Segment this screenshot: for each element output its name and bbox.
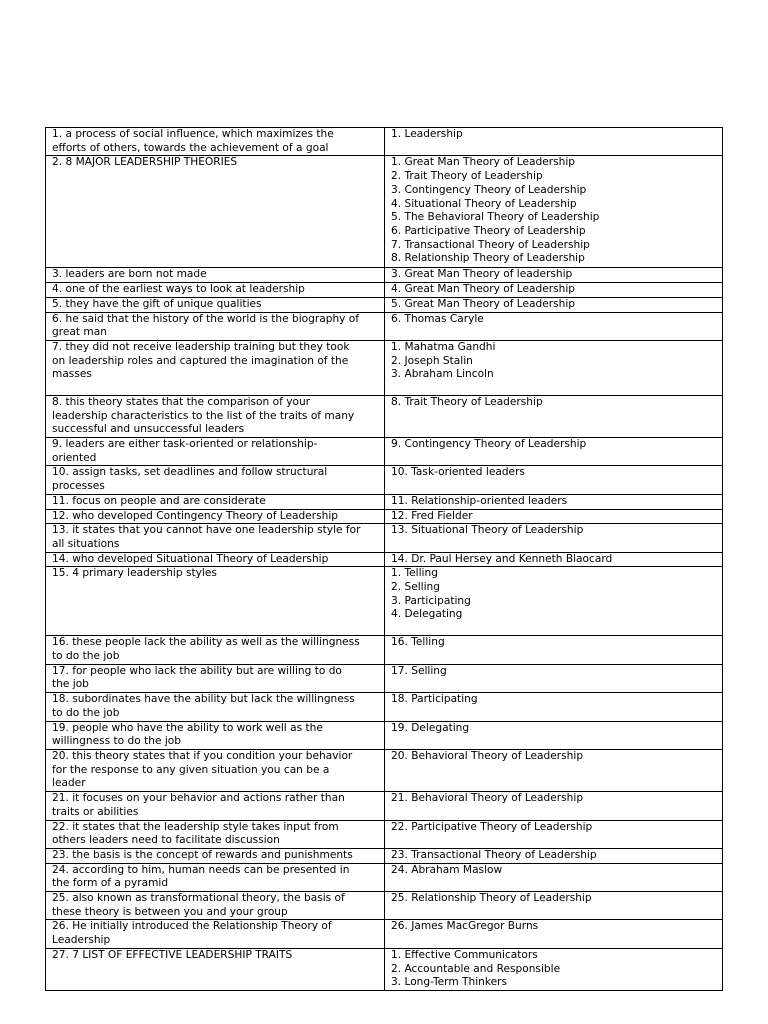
answer-cell bbox=[385, 524, 723, 552]
question-text: 1. a process of social influence, which maximizes the bbox=[52, 128, 334, 140]
question-cell bbox=[46, 863, 385, 891]
table-row bbox=[46, 792, 723, 820]
question-text: great man bbox=[52, 326, 107, 339]
table-row bbox=[46, 297, 723, 312]
answer-cell bbox=[385, 693, 723, 721]
answer-text: 1. Leadership bbox=[391, 128, 463, 140]
question-text: these theory is between you and your group bbox=[52, 905, 288, 918]
question-text: 21. it focuses on your behavior and actions rather than bbox=[52, 792, 345, 805]
answer-text: 5. Great Man Theory of Leadership bbox=[391, 297, 576, 310]
answer-text: 3. Abraham Lincoln bbox=[391, 368, 494, 381]
question-text: leader bbox=[52, 777, 86, 790]
question-cell bbox=[46, 438, 385, 466]
question-cell bbox=[46, 524, 385, 552]
answer-cell bbox=[385, 636, 723, 664]
question-cell bbox=[46, 920, 385, 948]
question-text: 5. they have the gift of unique qualities bbox=[52, 297, 262, 310]
answer-text: 21. Behavioral Theory of Leadership bbox=[391, 792, 584, 805]
question-cell bbox=[46, 340, 385, 395]
table-row bbox=[46, 438, 723, 466]
answer-text: 9. Contingency Theory of Leadership bbox=[391, 438, 587, 451]
question-cell bbox=[46, 948, 385, 990]
question-text: others leaders need to facilitate discussion bbox=[52, 834, 280, 847]
answer-cell bbox=[385, 128, 723, 156]
answer-text: 4. Delegating bbox=[391, 608, 463, 621]
table-row bbox=[46, 693, 723, 721]
answer-text: 19. Delegating bbox=[391, 721, 470, 734]
question-text: to do the job bbox=[52, 650, 120, 663]
answer-text: 26. James MacGregor Burns bbox=[391, 920, 539, 933]
answer-text: 6. Participative Theory of Leadership bbox=[391, 224, 586, 237]
question-text: efforts of others, towards the achievement of a goal bbox=[52, 141, 329, 154]
answer-cell bbox=[385, 312, 723, 340]
answer-text: 5. The Behavioral Theory of Leadership bbox=[391, 211, 600, 224]
question-text: 15. 4 primary leadership styles bbox=[52, 567, 217, 580]
answer-text: 10. Task-oriented leaders bbox=[391, 466, 525, 479]
answer-text: 1. Great Man Theory of Leadership bbox=[391, 156, 576, 169]
table-row bbox=[46, 509, 723, 524]
answer-text: 1. Telling bbox=[391, 567, 438, 580]
answer-text: 2. Joseph Stalin bbox=[391, 354, 473, 367]
answer-cell bbox=[385, 283, 723, 298]
question-cell bbox=[46, 283, 385, 298]
answer-text: 16. Telling bbox=[391, 636, 445, 649]
table-row bbox=[46, 283, 723, 298]
question-text: 3. leaders are born not made bbox=[52, 268, 207, 281]
table-row bbox=[46, 892, 723, 920]
question-text: willingness to do the job bbox=[52, 735, 181, 748]
table-row bbox=[46, 636, 723, 664]
leadership-qa-table bbox=[45, 127, 723, 991]
table-row bbox=[46, 312, 723, 340]
table-row bbox=[46, 524, 723, 552]
table-row bbox=[46, 552, 723, 567]
question-cell bbox=[46, 552, 385, 567]
question-text: the form of a pyramid bbox=[52, 877, 169, 890]
answer-text: 3. Long-Term Thinkers bbox=[391, 976, 507, 989]
table-row bbox=[46, 920, 723, 948]
answer-text: 1. Effective Communicators bbox=[391, 948, 538, 961]
answer-text: 17. Selling bbox=[391, 664, 447, 677]
qa-table-body bbox=[46, 128, 723, 991]
question-text: 17. for people who lack the ability but are willing to do bbox=[52, 664, 342, 677]
answer-text: 23. Transactional Theory of Leadership bbox=[391, 848, 597, 861]
answer-cell bbox=[385, 892, 723, 920]
question-text: 25. also known as transformational theory, the basis of bbox=[52, 892, 345, 905]
answer-cell bbox=[385, 848, 723, 863]
table-row bbox=[46, 820, 723, 848]
answer-cell bbox=[385, 552, 723, 567]
question-text: 11. focus on people and are considerate bbox=[52, 494, 266, 507]
table-row bbox=[46, 567, 723, 636]
question-text: 7. they did not receive leadership training but they took bbox=[52, 340, 350, 353]
answer-text: 13. Situational Theory of Leadership bbox=[391, 524, 584, 537]
answer-text: 11. Relationship-oriented leaders bbox=[391, 494, 568, 507]
question-text: on leadership roles and captured the imagination of the bbox=[52, 354, 349, 367]
table-row bbox=[46, 721, 723, 749]
question-text: 26. He initially introduced the Relationship Theory of bbox=[52, 920, 332, 933]
answer-text: 4. Great Man Theory of Leadership bbox=[391, 283, 576, 296]
question-cell bbox=[46, 664, 385, 692]
table-row bbox=[46, 664, 723, 692]
question-text: 2. 8 MAJOR LEADERSHIP THEORIES bbox=[52, 156, 238, 169]
answer-text: 22. Participative Theory of Leadership bbox=[391, 820, 593, 833]
question-cell bbox=[46, 749, 385, 791]
question-cell bbox=[46, 312, 385, 340]
answer-cell bbox=[385, 509, 723, 524]
answer-text: 1. Mahatma Gandhi bbox=[391, 340, 496, 353]
answer-text: 14. Dr. Paul Hersey and Kenneth Blaocard bbox=[391, 552, 613, 565]
question-text: 13. it states that you cannot have one leadership style for bbox=[52, 524, 361, 537]
question-text: all situations bbox=[52, 537, 120, 550]
question-cell bbox=[46, 848, 385, 863]
table-row bbox=[46, 395, 723, 437]
question-text: 23. the basis is the concept of rewards and punishments bbox=[52, 848, 353, 861]
answer-text: 7. Transactional Theory of Leadership bbox=[391, 238, 590, 251]
question-text: 9. leaders are either task-oriented or relationship- bbox=[52, 438, 318, 451]
answer-text: 2. Accountable and Responsible bbox=[391, 962, 561, 975]
answer-text: 25. Relationship Theory of Leadership bbox=[391, 892, 592, 905]
question-text: 8. this theory states that the comparison of your bbox=[52, 395, 311, 408]
answer-cell bbox=[385, 721, 723, 749]
answer-text: 12. Fred Fielder bbox=[391, 509, 473, 522]
table-row bbox=[46, 156, 723, 268]
answer-cell bbox=[385, 297, 723, 312]
answer-cell bbox=[385, 792, 723, 820]
table-row bbox=[46, 848, 723, 863]
answer-text: 20. Behavioral Theory of Leadership bbox=[391, 749, 584, 762]
question-text: 14. who developed Situational Theory of Leadership bbox=[52, 552, 329, 565]
question-text: processes bbox=[52, 480, 105, 493]
answer-cell bbox=[385, 395, 723, 437]
answer-cell bbox=[385, 466, 723, 494]
question-cell bbox=[46, 466, 385, 494]
answer-text: 4. Situational Theory of Leadership bbox=[391, 197, 577, 210]
table-row bbox=[46, 466, 723, 494]
answer-text: 3. Great Man Theory of leadership bbox=[391, 268, 573, 281]
answer-cell bbox=[385, 749, 723, 791]
answer-cell bbox=[385, 567, 723, 636]
question-cell bbox=[46, 636, 385, 664]
question-text: 27. 7 LIST OF EFFECTIVE LEADERSHIP TRAITS bbox=[52, 948, 293, 961]
table-row bbox=[46, 340, 723, 395]
question-cell bbox=[46, 792, 385, 820]
table-row bbox=[46, 749, 723, 791]
answer-cell bbox=[385, 340, 723, 395]
answer-cell bbox=[385, 820, 723, 848]
answer-text: 8. Relationship Theory of Leadership bbox=[391, 252, 585, 265]
question-text: 19. people who have the ability to work well as the bbox=[52, 721, 323, 734]
answer-cell bbox=[385, 268, 723, 283]
question-text: masses bbox=[52, 368, 92, 381]
answer-text: 6. Thomas Caryle bbox=[391, 312, 484, 325]
table-row bbox=[46, 948, 723, 990]
answer-text: 3. Participating bbox=[391, 594, 471, 607]
question-cell bbox=[46, 509, 385, 524]
question-cell bbox=[46, 128, 385, 156]
question-text: the job bbox=[52, 678, 89, 691]
table-row bbox=[46, 494, 723, 509]
answer-text: 24. Abraham Maslow bbox=[391, 863, 503, 876]
question-cell bbox=[46, 567, 385, 636]
table-row bbox=[46, 128, 723, 156]
question-cell bbox=[46, 892, 385, 920]
question-text: oriented bbox=[52, 451, 97, 464]
question-cell bbox=[46, 721, 385, 749]
answer-cell bbox=[385, 494, 723, 509]
question-text: 12. who developed Contingency Theory of Leadership bbox=[52, 509, 339, 522]
question-text: 24. according to him, human needs can be presented in bbox=[52, 863, 350, 876]
answer-text: 2. Trait Theory of Leadership bbox=[391, 170, 543, 183]
answer-cell bbox=[385, 948, 723, 990]
question-text: successful and unsuccessful leaders bbox=[52, 423, 245, 436]
answer-text: 3. Contingency Theory of Leadership bbox=[391, 183, 587, 196]
answer-text: 2. Selling bbox=[391, 581, 440, 594]
question-text: for the response to any given situation you can be a bbox=[52, 763, 330, 776]
question-cell bbox=[46, 297, 385, 312]
question-text: 16. these people lack the ability as well as the willingness bbox=[52, 636, 360, 649]
question-cell bbox=[46, 268, 385, 283]
question-cell bbox=[46, 156, 385, 268]
answer-cell bbox=[385, 664, 723, 692]
question-cell bbox=[46, 820, 385, 848]
question-text: leadership characteristics to the list of the traits of many bbox=[52, 409, 355, 422]
table-row bbox=[46, 863, 723, 891]
answer-cell bbox=[385, 438, 723, 466]
question-text: 10. assign tasks, set deadlines and follow structural bbox=[52, 466, 328, 479]
answer-cell bbox=[385, 863, 723, 891]
question-text: Leadership bbox=[52, 934, 111, 947]
question-text: 6. he said that the history of the world is the biography of bbox=[52, 312, 360, 325]
question-text: traits or abilities bbox=[52, 805, 139, 818]
question-text: 20. this theory states that if you condition your behavior bbox=[52, 749, 353, 762]
table-row bbox=[46, 268, 723, 283]
answer-cell bbox=[385, 920, 723, 948]
question-cell bbox=[46, 693, 385, 721]
answer-text: 8. Trait Theory of Leadership bbox=[391, 395, 543, 408]
question-text: to do the job bbox=[52, 706, 120, 719]
answer-text: 18. Participating bbox=[391, 693, 478, 706]
question-cell bbox=[46, 494, 385, 509]
answer-cell bbox=[385, 156, 723, 268]
question-text: 4. one of the earliest ways to look at leadership bbox=[52, 283, 305, 296]
question-cell bbox=[46, 395, 385, 437]
question-text: 22. it states that the leadership style takes input from bbox=[52, 820, 339, 833]
question-text: 18. subordinates have the ability but lack the willingness bbox=[52, 693, 355, 706]
